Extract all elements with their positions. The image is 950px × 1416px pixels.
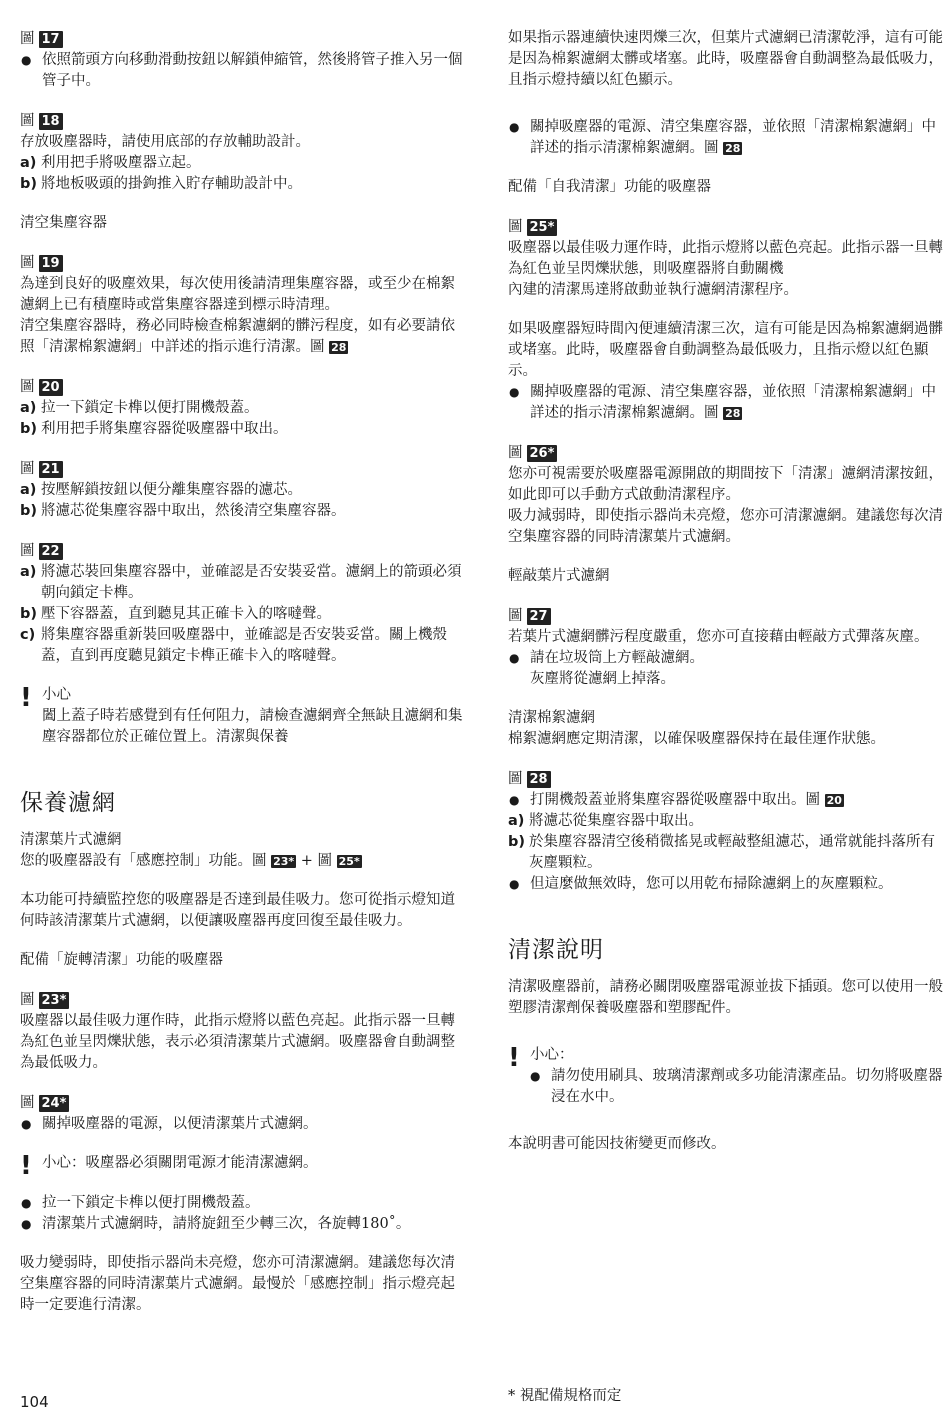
step-b: b) 壓下容器蓋，直到聽見其正確卡入的喀噠聲。	[20, 606, 331, 622]
paragraph: 吸塵器以最佳吸力運作時，此指示燈將以藍色亮起。此指示器一旦轉為紅色並呈閃爍狀態，表示必須清潔葉片式濾網。吸塵器會自動調整為最低吸力。	[20, 1013, 455, 1071]
step-a: a) 利用把手將吸塵器立起。	[20, 155, 201, 171]
subheading-empty-container: 清空集塵容器	[20, 215, 107, 231]
list-item: ● 依照箭頭方向移動滑動按鈕以解鎖伸縮管，然後將管子推入另一個管子中。	[21, 52, 463, 89]
paragraph: 為達到良好的吸塵效果，每次使用後請清理集塵容器，或至少在棉絮濾網上已有積塵時或當集塵容器達到標示時清理。	[20, 276, 455, 313]
step-c: c) 將集塵容器重新裝回吸塵器中，並確認是否安裝妥當。關上機殼蓋，直到再度聽見鎖定卡榫正確卡入的喀噠聲。	[20, 627, 447, 664]
figure-ref-23: 圖 23*	[20, 989, 468, 1011]
figure-ref-26: 圖 26*	[508, 442, 946, 464]
paragraph: 吸力變弱時，即使指示器尚未亮燈，您亦可清潔濾網。建議您每次清空集塵容器的同時清潔葉片式濾網。最慢於「感應控制」指示燈亮起時一定要進行清潔。	[20, 1255, 455, 1313]
list-item: ● 但這麼做無效時，您可以用乾布掃除濾網上的灰塵顆粒。	[508, 874, 946, 895]
caution-text: 小心：吸塵器必須關閉電源才能清潔濾網。	[42, 1155, 318, 1171]
step-b: b) 將濾芯從集塵容器中取出，然後清空集塵容器。	[20, 503, 346, 519]
warning-icon: !	[20, 1151, 32, 1181]
paragraph: 存放吸塵器時，請使用底部的存放輔助設計。	[20, 134, 310, 150]
paragraph: 本功能可持續監控您的吸塵器是否達到最佳吸力。您可從指示燈知道何時該清潔葉片式濾網，以便讓吸塵器再度回復至最佳吸力。	[20, 892, 455, 929]
figure-ref-22: 圖 22	[20, 540, 468, 562]
paragraph: 吸力減弱時，即使指示器尚未亮燈，您亦可清潔濾網。建議您每次清空集塵容器的同時清潔葉片式濾網。	[508, 508, 943, 545]
figure-ref-18: 圖 18	[20, 110, 468, 132]
caution-box	[20, 685, 468, 748]
figure-ref-19: 圖 19	[20, 252, 468, 274]
section-title-filter-care: 保養濾網	[20, 790, 116, 816]
list-item: ● 關掉吸塵器的電源、清空集塵容器，並依照「清潔棉絮濾網」中詳述的指示清潔棉絮濾網。圖 28	[509, 384, 936, 421]
left-column	[20, 28, 468, 1316]
subheading-tap-filter: 輕敲葉片式濾網	[508, 568, 610, 584]
figure-ref-27: 圖 27	[508, 605, 946, 627]
step-b: b) 將地板吸頭的掛鉤推入貯存輔助設計中。	[20, 176, 302, 192]
caution-text: 闔上蓋子時若感覺到有任何阻力，請檢查濾網齊全無缺且濾網和集塵容器都位於正確位置上。清潔與保養	[42, 708, 463, 745]
bullet-icon: ●	[21, 1196, 32, 1210]
footnote: * 視配備規格而定	[508, 1388, 622, 1404]
paragraph: 棉絮濾網應定期清潔，以確保吸塵器保持在最佳運作狀態。	[508, 731, 885, 747]
caution-text: 請勿使用刷具、玻璃清潔劑或多功能清潔產品。切勿將吸塵器浸在水中。	[551, 1068, 943, 1105]
notice-text: 本說明書可能因技術變更而修改。	[508, 1136, 726, 1152]
paragraph: 您的吸塵器設有「感應控制」功能。圖 23* + 圖 25*	[20, 853, 360, 869]
step-b: b) 於集塵容器清空後稍微搖晃或輕敲整組濾芯，通常就能抖落所有灰塵顆粒。	[508, 834, 935, 871]
figure-ref-20: 圖 20	[20, 376, 468, 398]
paragraph: 如果吸塵器短時間內便連續清潔三次，這有可能是因為棉絮濾網過髒或堵塞。此時，吸塵器會自動調整為最低吸力，且指示燈以紅色顯示。	[508, 321, 943, 379]
list-item	[530, 1066, 946, 1108]
figure-ref-24: 圖 24*	[20, 1092, 468, 1114]
list-item: ● 打開機殼蓋並將集塵容器從吸塵器中取出。圖 20	[508, 790, 946, 811]
caution-box	[508, 1045, 946, 1108]
list-item: ● 清潔葉片式濾網時，請將旋鈕至少轉三次，各旋轉180˚。	[20, 1214, 468, 1235]
subheading-lamella: 清潔葉片式濾網	[20, 832, 122, 848]
bullet-icon: ●	[509, 385, 520, 399]
paragraph: 您亦可視需要於吸塵器電源開啟的期間按下「清潔」濾網清潔按鈕，如此即可以手動方式啟動清潔程序。	[508, 466, 943, 503]
subheading-rotate-clean: 配備「旋轉清潔」功能的吸塵器	[20, 952, 223, 968]
warning-icon: !	[20, 683, 32, 713]
page-number: 104	[20, 1393, 49, 1411]
bullet-icon: ●	[509, 793, 520, 807]
paragraph: 如果指示器連續快速閃爍三次，但葉片式濾網已清潔乾淨，這有可能是因為棉絮濾網太髒或堵塞。此時，吸塵器會自動調整為最低吸力，且指示燈持續以紅色顯示。	[508, 30, 943, 88]
caution-box	[20, 1153, 468, 1181]
step-a: a) 將濾芯從集塵容器中取出。	[508, 813, 703, 829]
bullet-icon: ●	[509, 651, 520, 665]
list-item: ● 關掉吸塵器的電源，以便清潔葉片式濾網。	[20, 1114, 468, 1135]
figure-ref-28: 圖 28	[508, 768, 946, 790]
paragraph: 吸塵器以最佳吸力運作時，此指示燈將以藍色亮起。此指示器一旦轉為紅色並呈閃爍狀態，則吸塵器將自動關機	[508, 240, 943, 277]
figure-ref-badge: 28	[725, 142, 741, 155]
bullet-icon: ●	[21, 1217, 32, 1231]
step-a: a) 按壓解鎖按鈕以便分離集塵容器的濾芯。	[20, 482, 302, 498]
caution-title: 小心：	[530, 1047, 574, 1063]
warning-icon: !	[508, 1043, 520, 1073]
figure-ref-badge: 28	[331, 341, 347, 354]
figure-ref-badge: 20	[826, 794, 842, 807]
right-column	[508, 28, 946, 1155]
paragraph: 內建的清潔馬達將啟動並執行濾網清潔程序。	[508, 282, 798, 298]
figure-ref-badge: 28	[725, 407, 741, 420]
step-b: b) 利用把手將集塵容器從吸塵器中取出。	[20, 421, 288, 437]
caution-title: 小心	[42, 687, 71, 703]
list-item: ● 關掉吸塵器的電源、清空集塵容器，並依照「清潔棉絮濾網」中詳述的指示清潔棉絮濾網。圖 28	[509, 119, 936, 156]
paragraph: 清潔吸塵器前，請務必關閉吸塵器電源並拔下插頭。您可以使用一般塑膠清潔劑保養吸塵器和塑膠配件。	[508, 979, 943, 1016]
figure-ref-badge: 23*	[273, 855, 295, 868]
subheading-self-clean: 配備「自我清潔」功能的吸塵器	[508, 179, 711, 195]
figure-ref-17: 圖 17	[20, 28, 468, 50]
list-item: ● 拉一下鎖定卡榫以便打開機殼蓋。	[20, 1193, 468, 1214]
bullet-icon: ●	[21, 53, 32, 67]
figure-ref-21: 圖 21	[20, 458, 468, 480]
paragraph: 若葉片式濾網髒污程度嚴重，您亦可直接藉由輕敲方式彈落灰塵。	[508, 629, 929, 645]
bullet-icon: ●	[21, 1117, 32, 1131]
step-a: a) 將濾芯裝回集塵容器中，並確認是否安裝妥當。濾網上的箭頭必須朝向鎖定卡榫。	[20, 564, 462, 601]
bullet-icon: ●	[530, 1069, 541, 1083]
figure-ref-badge: 25*	[338, 855, 360, 868]
figure-ref-25: 圖 25*	[508, 216, 946, 238]
bullet-icon: ●	[509, 877, 520, 891]
paragraph: 清空集塵容器時，務必同時檢查棉絮濾網的髒污程度，如有必要請依照「清潔棉絮濾網」中詳述的指示進行清潔。圖 28	[20, 318, 455, 355]
bullet-icon: ●	[509, 120, 520, 134]
subheading-lint-filter: 清潔棉絮濾網	[508, 710, 595, 726]
list-item: ● 請在垃圾筒上方輕敲濾網。 灰塵將從濾網上掉落。	[509, 650, 704, 687]
step-a: a) 拉一下鎖定卡榫以便打開機殼蓋。	[20, 400, 259, 416]
section-title-cleaning: 清潔說明	[508, 937, 604, 963]
